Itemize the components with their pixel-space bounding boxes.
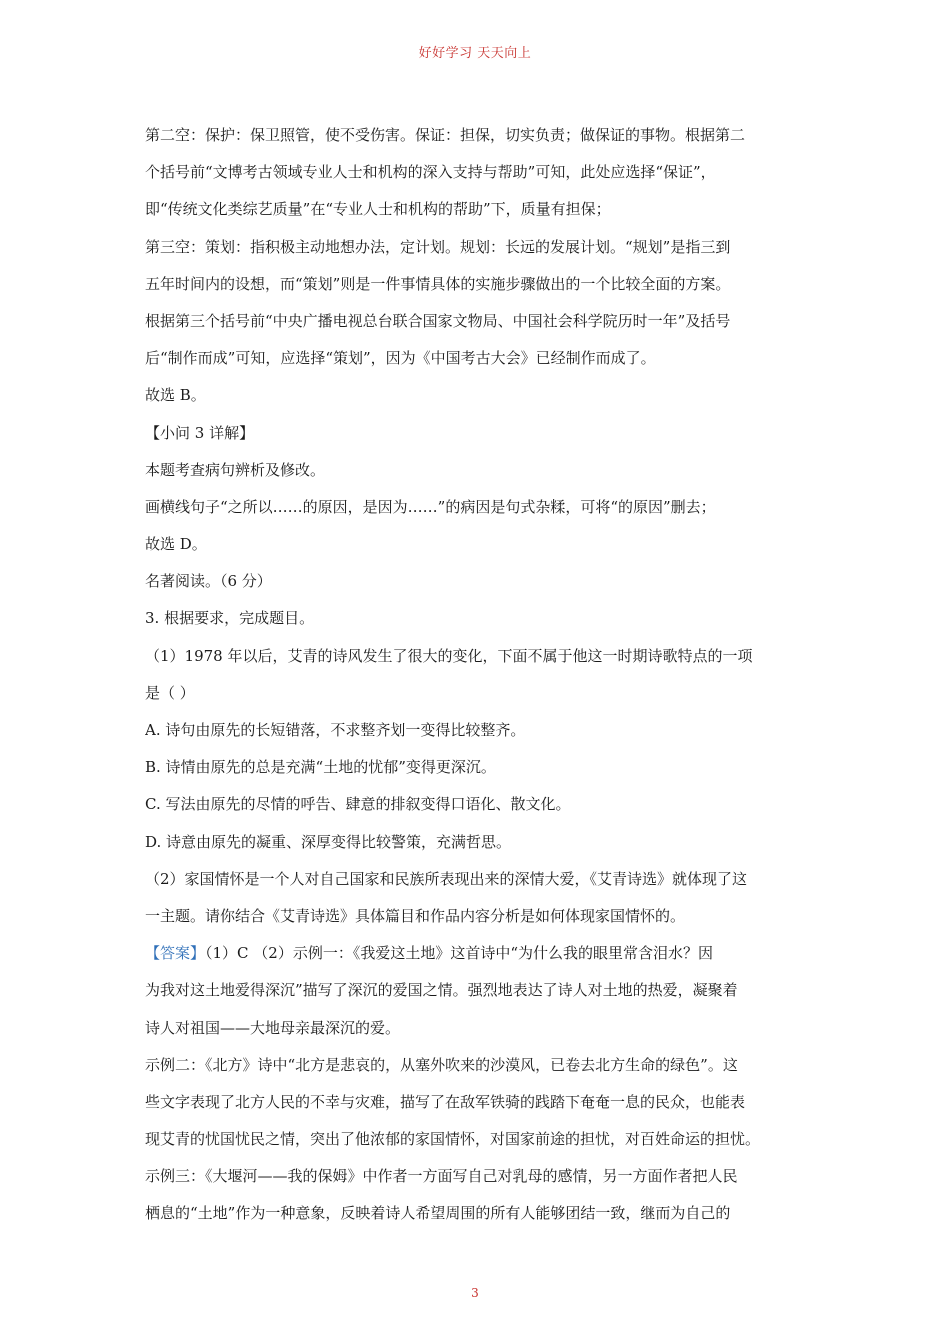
text-line: （2）家国情怀是一个人对自己国家和民族所表现出来的深情大爱，《艾青诗选》就体现了这 <box>145 869 748 888</box>
option-c: C. 写法由原先的尽情的呼告、肆意的排叙变得口语化、散文化。 <box>145 795 571 814</box>
text-line: （1）1978 年以后，艾青的诗风发生了很大的变化，下面不属于他这一时期诗歌特点的一项 <box>145 646 753 665</box>
option-b: B. 诗情由原先的总是充满“土地的忧郁”变得更深沉。 <box>145 758 496 777</box>
text-line: 诗人对祖国——大地母亲最深沉的爱。 <box>145 1018 401 1037</box>
text-line: 故选 D。 <box>145 535 207 554</box>
text-line: 故选 B。 <box>145 386 206 405</box>
text-line: 个括号前“文博考古领域专业人士和机构的深入支持与帮助”可知，此处应选择“保证”， <box>145 163 716 182</box>
page-header: 好好学习 天天向上 <box>418 46 532 61</box>
text-line: 栖息的“土地”作为一种意象，反映着诗人希望周围的所有人能够团结一致，继而为自己的 <box>145 1204 731 1223</box>
text-line: 一主题。请你结合《艾青诗选》具体篇目和作品内容分析是如何体现家国情怀的。 <box>145 906 686 925</box>
page-number: 3 <box>471 1286 479 1300</box>
question-title: 3. 根据要求，完成题目。 <box>145 609 315 628</box>
text-line: 五年时间内的设想，而“策划”则是一件事情具体的实施步骤做出的一个比较全面的方案。 <box>145 274 731 293</box>
section-heading: 名著阅读。（6 分） <box>145 572 272 591</box>
section-heading: 【小问 3 详解】 <box>145 423 255 442</box>
text-line: 是（ ） <box>145 683 195 702</box>
text-line: 些文字表现了北方人民的不幸与灾难，描写了在敌军铁骑的践踏下奄奄一息的民众，也能表 <box>145 1092 746 1111</box>
document-body <box>145 122 810 1238</box>
text-line: 示例三：《大堰河——我的保姆》中作者一方面写自己对乳母的感情，另一方面作者把人民 <box>145 1167 738 1186</box>
option-a: A. 诗句由原先的长短错落，不求整齐划一变得比较整齐。 <box>145 721 526 739</box>
text-line: 画横线句子“之所以……的原因，是因为……”的病因是句式杂糅，可将“的原因”删去； <box>145 497 716 516</box>
text-line: 后“制作而成”可知，应选择“策划”，因为《中国考古大会》已经制作而成了。 <box>145 349 656 368</box>
text-line: 示例二：《北方》诗中“北方是悲哀的，从塞外吹来的沙漠风，已卷去北方生命的绿色”。这 <box>145 1055 738 1074</box>
answer-tag: 【答案】 <box>145 944 206 963</box>
text-line: 第二空：保护：保卫照管，使不受伤害。保证：担保，切实负责；做保证的事物。根据第二 <box>145 126 746 144</box>
text-line: 为我对这土地爱得深沉”描写了深沉的爱国之情。强烈地表达了诗人对土地的热爱，凝聚着 <box>145 981 738 1000</box>
text-line: 本题考查病句辨析及修改。 <box>145 460 326 479</box>
option-d: D. 诗意由原先的凝重、深厚变得比较警策，充满哲思。 <box>145 832 512 851</box>
text-line: 第三空：策划：指积极主动地想办法，定计划。规划：长远的发展计划。“规划”是指三到 <box>145 237 731 256</box>
text-line: 现艾青的忧国忧民之情，突出了他浓郁的家国情怀，对国家前途的担忧，对百姓命运的担忧。 <box>145 1130 761 1149</box>
answer-text: （1）C （2）示例一：《我爱这土地》这首诗中“为什么我的眼里常含泪水？因 <box>205 944 714 963</box>
answer-line <box>145 940 810 977</box>
text-line: 根据第三个括号前“中央广播电视总台联合国家文物局、中国社会科学院历时一年”及括号 <box>145 311 731 330</box>
text-line: 即“传统文化类综艺质量”在“专业人士和机构的帮助”下，质量有担保； <box>145 200 611 219</box>
